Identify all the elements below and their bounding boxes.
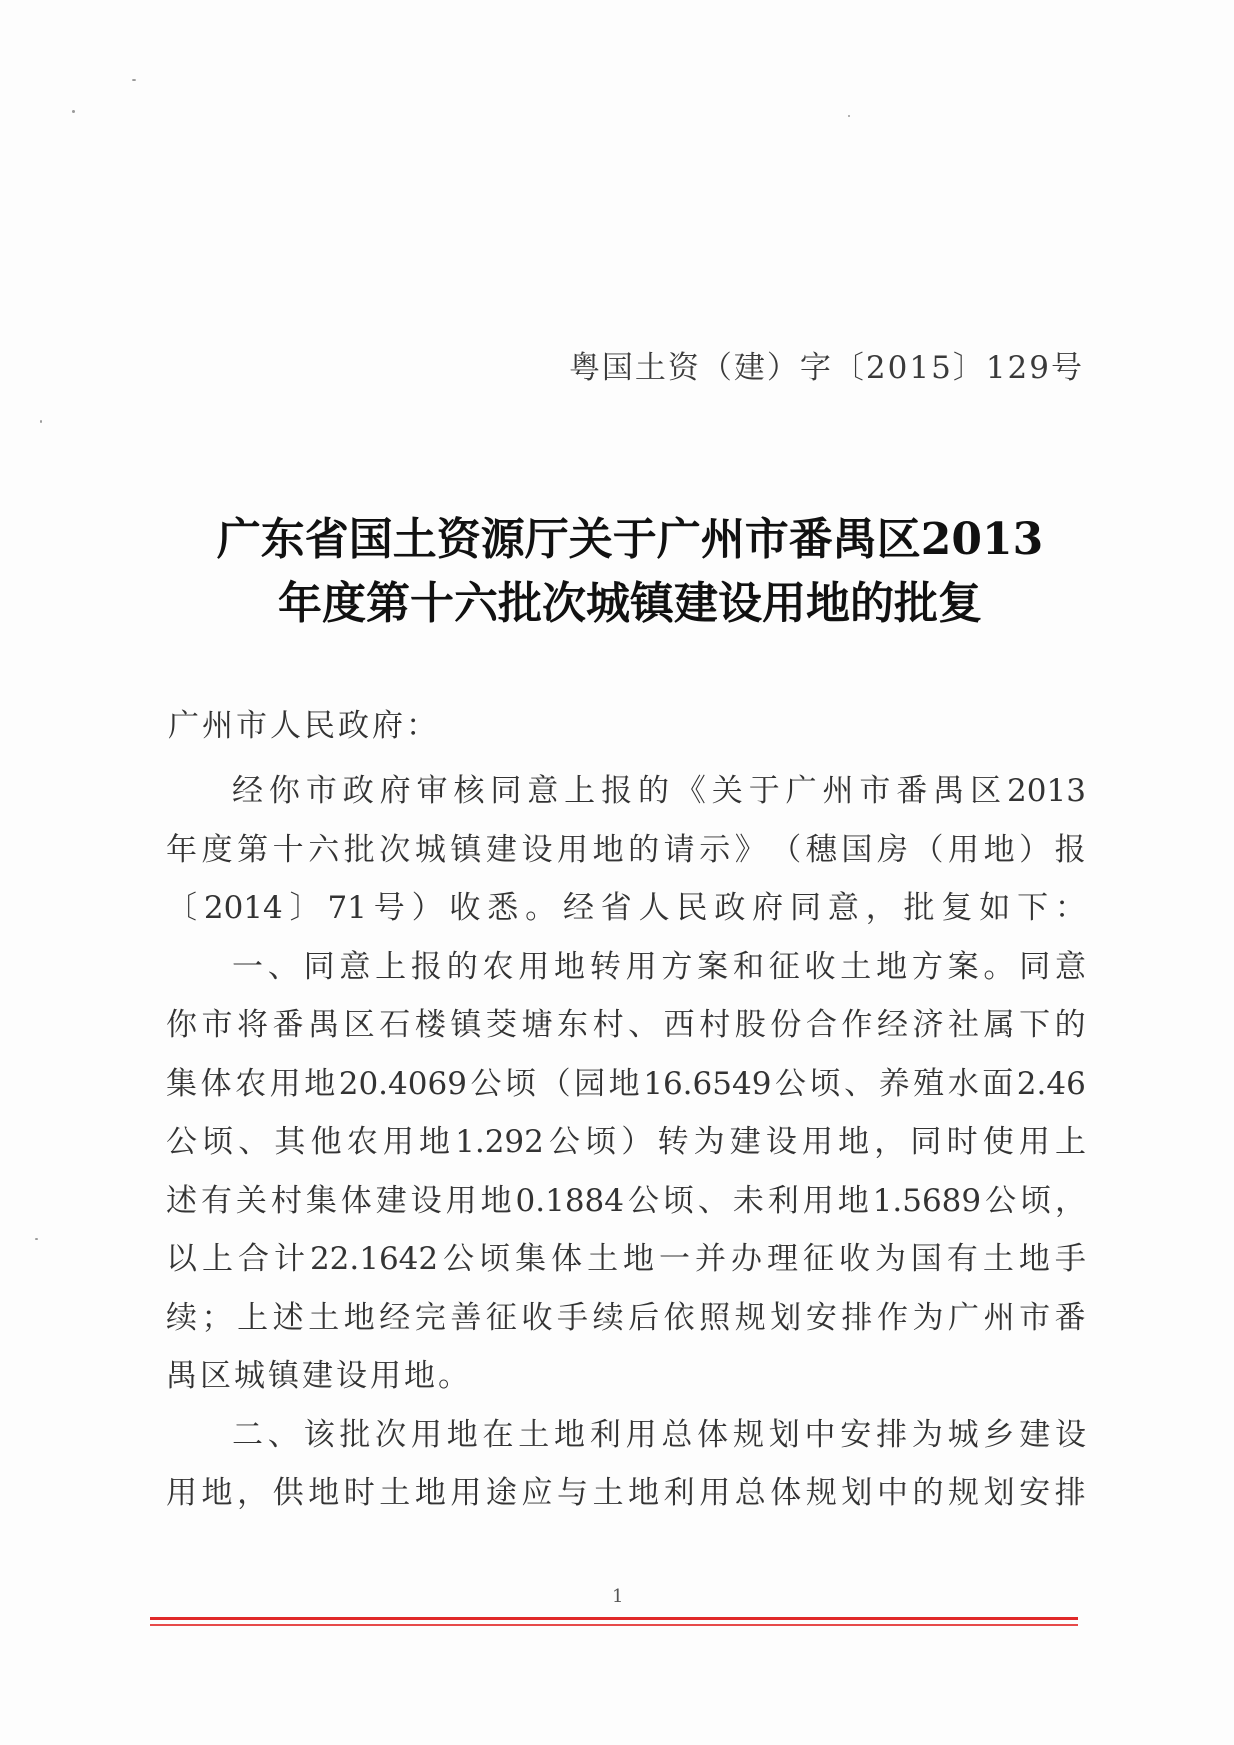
scan-speck <box>848 115 850 117</box>
body-line: 二 、 该 批 次 用 地 在 土 地 利 用 总 体 规 划 中 安 排 为 城 乡 建 设 <box>232 1416 1086 1453</box>
addressee: 广州市人民政府： <box>168 708 440 744</box>
body-line: 集 体 农 用 地 20.4069 公 顷 （ 园 地 16.6549 公 顷 、 养 殖 水 面 2.46 <box>166 1065 1086 1102</box>
red-rule-top <box>150 1617 1078 1620</box>
document-number: 粤国土资（建）字〔2015〕129号 <box>568 350 1084 386</box>
body-line: 年 度 第 十 六 批 次 城 镇 建 设 用 地 的 请 示 》 （ 穗 国 房 （ 用 地 ） 报 <box>166 831 1086 868</box>
scan-speck <box>40 420 42 423</box>
body-line: 公 顷 、 其 他 农 用 地 1.292 公 顷 ） 转 为 建 设 用 地 ， 同 时 使 用 上 <box>166 1124 1086 1160</box>
document-title <box>160 508 1100 636</box>
title-line-1: 广东省国土资源厅关于广州市番禺区2013 <box>216 514 1044 565</box>
body-line: 述 有 关 村 集 体 建 设 用 地 0.1884 公 顷 、 未 利 用 地 1.5689 公 顷 ， <box>166 1182 1086 1219</box>
scan-speck <box>35 1238 38 1240</box>
page-number: 1 <box>612 1586 624 1607</box>
scan-speck <box>132 79 136 81</box>
body-line: 经 你 市 政 府 审 核 同 意 上 报 的 《 关 于 广 州 市 番 禺 区 2013 <box>232 773 1086 809</box>
body-line: 禺区城镇建设用地。 <box>166 1358 472 1394</box>
body-line: 〔 2014 〕 71 号 ） 收 悉 。 经 省 人 民 政 府 同 意 ， 批 复 如 下 ： <box>166 890 1086 926</box>
body-line: 用 地 ， 供 地 时 土 地 用 途 应 与 土 地 利 用 总 体 规 划 中 的 规 划 安 排 <box>166 1475 1086 1511</box>
body-line: 一 、 同 意 上 报 的 农 用 地 转 用 方 案 和 征 收 土 地 方 案 。 同 意 <box>232 948 1086 985</box>
scan-speck <box>72 110 75 113</box>
document-body <box>166 762 1086 1523</box>
body-line: 续 ； 上 述 土 地 经 完 善 征 收 手 续 后 依 照 规 划 安 排 作 为 广 州 市 番 <box>166 1299 1086 1336</box>
body-line: 以 上 合 计 22.1642 公 顷 集 体 土 地 一 并 办 理 征 收 为 国 有 土 地 手 <box>166 1241 1086 1277</box>
body-line: 你 市 将 番 禺 区 石 楼 镇 茭 塘 东 村 、 西 村 股 份 合 作 经 济 社 属 下 的 <box>166 1007 1086 1043</box>
title-line-2: 年度第十六批次城镇建设用地的批复 <box>278 578 982 629</box>
red-rule-bottom <box>150 1624 1078 1626</box>
